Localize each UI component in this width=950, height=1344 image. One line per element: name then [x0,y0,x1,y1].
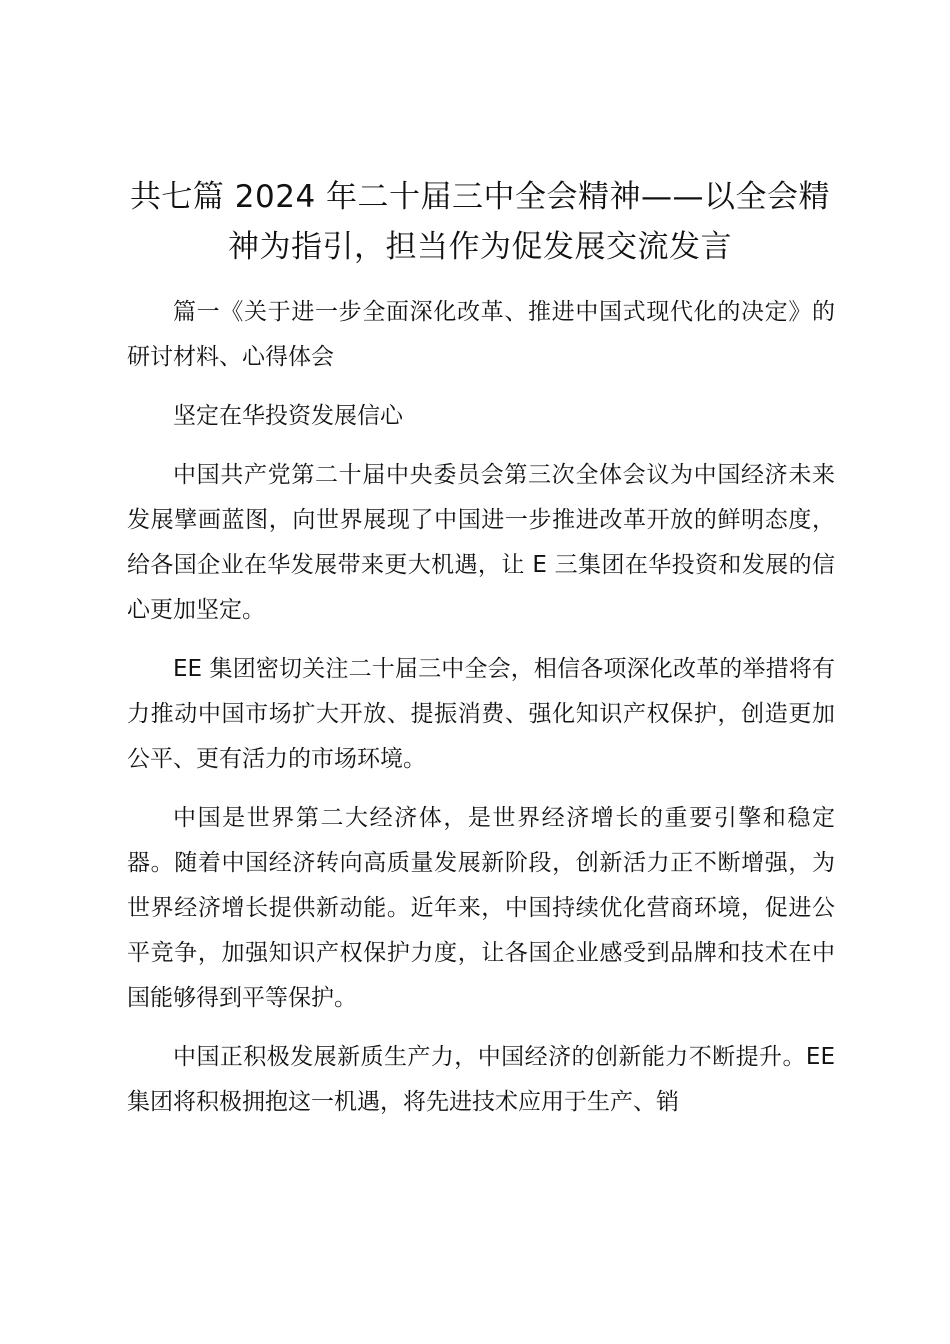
paragraph-subtitle: 坚定在华投资发展信心 [173,403,403,429]
paragraph: 中国是世界第二大经济体，是世界经济增长的重要引擎和稳定器。随着中国经济转向高质量发展新阶段，创新活力正不断增强，为世界经济增长提供新动能。近年来，中国持续优化营商环境，促进公平竞争，加强知识产权保护力度，让各国企业感受到品牌和技术在中国能够得到平等保护。 [127,805,835,1011]
paragraph: 中国正积极发展新质生产力，中国经济的创新能力不断提升。EE 集团将积极拥抱这一机遇，将先进技术应用于生产、销 [127,1044,835,1115]
paragraph: 中国共产党第二十届中央委员会第三次全体会议为中国经济未来发展擘画蓝图，向世界展现了中国进一步推进改革开放的鲜明态度，给各国企业在华发展带来更大机遇，让 E 三集团在华投资和发展的信心更加坚定。 [127,462,835,623]
paragraph: EE 集团密切关注二十届三中全会，相信各项深化改革的举措将有力推动中国市场扩大开放、提振消费、强化知识产权保护，创造更加公平、更有活力的市场环境。 [127,656,835,772]
document-body [127,290,835,1139]
paragraph-section-heading: 篇一《关于进一步全面深化改革、推进中国式现代化的决定》的研讨材料、心得体会 [127,299,835,370]
document-title: 共七篇 2024 年二十届三中全会精神——以全会精神为指引，担当作为促发展交流发言 [129,179,831,265]
